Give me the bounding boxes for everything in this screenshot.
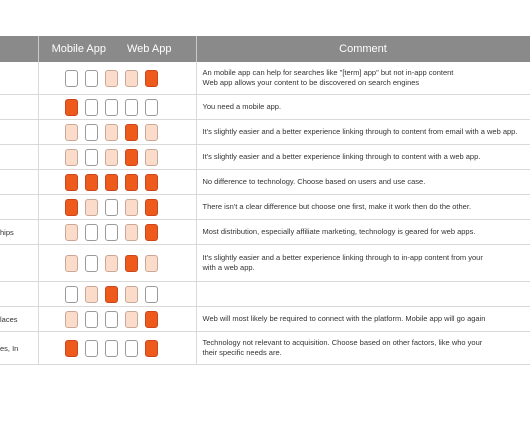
rating-box	[105, 199, 118, 216]
rating-box	[85, 99, 98, 116]
rating-box	[145, 311, 158, 328]
rating-box	[125, 124, 138, 141]
row-category	[0, 62, 38, 95]
rating-boxes	[38, 170, 196, 195]
rating-box	[85, 70, 98, 87]
row-category: hips	[0, 220, 38, 245]
rating-box	[145, 224, 158, 241]
comment-line: It's slightly easier and a better experience linking through to in-app content from your	[202, 253, 483, 262]
table-row	[0, 220, 530, 245]
rating-boxes	[38, 220, 196, 245]
rating-box	[105, 286, 118, 303]
table-row	[0, 195, 530, 220]
comment-line: An mobile app can help for searches like "[term] app" but not in-app content	[202, 68, 454, 77]
comment-line: Web will most likely be required to connect with the platform. Mobile app will go again	[202, 314, 486, 323]
rating-box	[85, 124, 98, 141]
rating-box	[145, 174, 158, 191]
header-web-app: Web App	[113, 36, 196, 62]
row-comment	[196, 307, 530, 332]
comment-line: It's slightly easier and a better experience linking through to content from email with a web app.	[202, 127, 518, 136]
comment-line: with a web app.	[202, 263, 255, 272]
rating-box	[65, 149, 78, 166]
row-comment	[196, 220, 530, 245]
rating-box	[65, 224, 78, 241]
table-row	[0, 95, 530, 120]
rating-box	[145, 70, 158, 87]
rating-boxes	[38, 282, 196, 307]
rating-box	[105, 149, 118, 166]
rating-box	[65, 70, 78, 87]
comment-line: You need a mobile app.	[202, 102, 282, 111]
rating-box	[125, 340, 138, 357]
header-row	[0, 36, 530, 62]
comment-line: It's slightly easier and a better experience linking through to content with a web app.	[202, 152, 481, 161]
row-category	[0, 282, 38, 307]
rating-boxes	[38, 332, 196, 365]
header-category	[0, 36, 38, 62]
rating-box	[125, 224, 138, 241]
comparison-sheet	[0, 36, 530, 365]
table-row	[0, 145, 530, 170]
rating-box	[85, 255, 98, 272]
comment-line: Technology not relevant to acquisition. Choose based on other factors, like who your	[202, 338, 483, 347]
rating-boxes	[38, 145, 196, 170]
comment-line: Web app allows your content to be discovered on search engines	[202, 78, 420, 87]
row-category: laces	[0, 307, 38, 332]
comment-line: Most distribution, especially affiliate marketing, technology is geared for web apps.	[202, 227, 476, 236]
header-comment: Comment	[196, 36, 530, 62]
rating-box	[125, 286, 138, 303]
table-row	[0, 170, 530, 195]
row-category	[0, 170, 38, 195]
rating-box	[145, 340, 158, 357]
rating-boxes	[38, 62, 196, 95]
rating-box	[85, 224, 98, 241]
row-comment	[196, 120, 530, 145]
comparison-table	[0, 36, 530, 365]
comment-line: No difference to technology. Choose based on users and use case.	[202, 177, 426, 186]
table-body	[0, 62, 530, 365]
rating-box	[105, 255, 118, 272]
rating-box	[65, 255, 78, 272]
rating-box	[85, 174, 98, 191]
rating-box	[125, 149, 138, 166]
table-row	[0, 245, 530, 282]
rating-box	[125, 255, 138, 272]
row-category	[0, 120, 38, 145]
rating-box	[145, 124, 158, 141]
row-comment	[196, 95, 530, 120]
rating-box	[65, 286, 78, 303]
rating-box	[85, 149, 98, 166]
rating-box	[125, 174, 138, 191]
rating-box	[65, 199, 78, 216]
row-category	[0, 145, 38, 170]
row-comment	[196, 145, 530, 170]
row-category	[0, 195, 38, 220]
rating-box	[105, 174, 118, 191]
rating-box	[125, 311, 138, 328]
rating-boxes	[38, 120, 196, 145]
header-mobile-app: Mobile App	[38, 36, 113, 62]
table-row	[0, 120, 530, 145]
rating-box	[145, 149, 158, 166]
rating-box	[105, 124, 118, 141]
rating-box	[65, 99, 78, 116]
row-category	[0, 95, 38, 120]
rating-box	[145, 199, 158, 216]
rating-box	[105, 311, 118, 328]
rating-box	[105, 99, 118, 116]
rating-box	[65, 340, 78, 357]
row-comment	[196, 332, 530, 365]
row-comment	[196, 282, 530, 307]
comment-line: their specific needs are.	[202, 348, 282, 357]
row-comment	[196, 245, 530, 282]
rating-boxes	[38, 245, 196, 282]
rating-box	[125, 99, 138, 116]
rating-box	[85, 311, 98, 328]
row-category: es, In	[0, 332, 38, 365]
row-comment	[196, 195, 530, 220]
table-row	[0, 332, 530, 365]
rating-boxes	[38, 95, 196, 120]
table-row	[0, 307, 530, 332]
rating-box	[105, 340, 118, 357]
row-comment	[196, 170, 530, 195]
rating-box	[105, 224, 118, 241]
rating-box	[65, 174, 78, 191]
rating-box	[125, 199, 138, 216]
rating-box	[85, 340, 98, 357]
rating-box	[145, 286, 158, 303]
rating-boxes	[38, 195, 196, 220]
row-category	[0, 245, 38, 282]
table-row	[0, 62, 530, 95]
rating-box	[105, 70, 118, 87]
rating-box	[85, 199, 98, 216]
rating-box	[65, 311, 78, 328]
table-row	[0, 282, 530, 307]
rating-box	[125, 70, 138, 87]
rating-box	[145, 99, 158, 116]
rating-boxes	[38, 307, 196, 332]
comment-line: There isn't a clear difference but choose one first, make it work then do the other.	[202, 202, 472, 211]
rating-box	[65, 124, 78, 141]
rating-box	[85, 286, 98, 303]
row-comment	[196, 62, 530, 95]
rating-box	[145, 255, 158, 272]
